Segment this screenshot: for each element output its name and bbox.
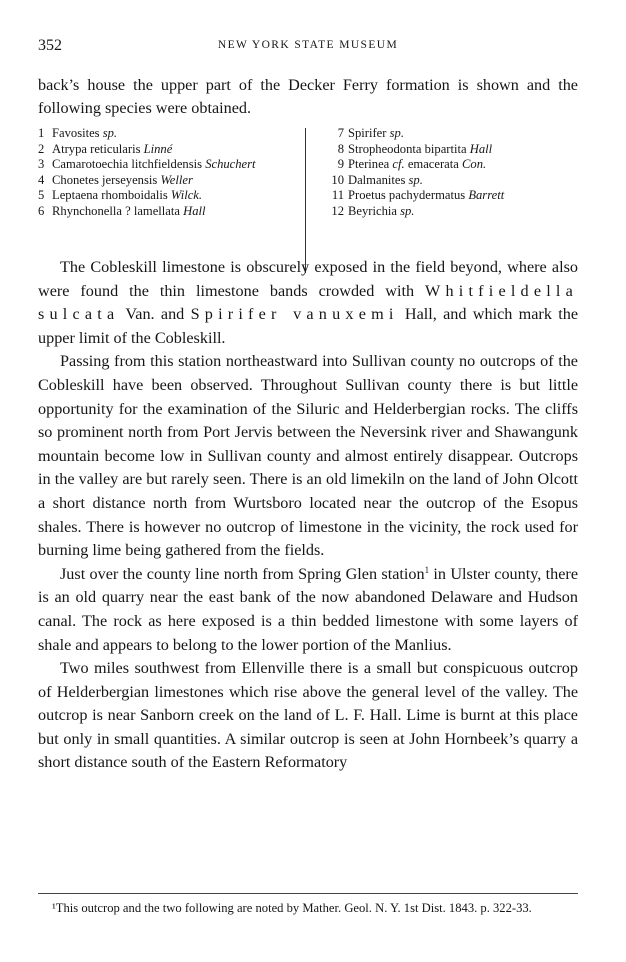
footnote-rule (38, 893, 578, 894)
paragraph-text: in Ulster county, there is an old quarry near the east bank of the now abandoned Delaware and Hudson canal. The rock as here exposed is a thin bedded limestone with some layers of shale and appears to belong to the lower portion of the Manlius. (38, 564, 578, 654)
species-item (38, 188, 300, 204)
species-number: 10 (331, 172, 344, 187)
species-number: 7 (337, 126, 344, 140)
paragraph-text: Hall, and which mark the upper limit of the Cobleskill. (38, 305, 578, 347)
species-author: Hall (469, 141, 493, 156)
paragraph-cobleskill (38, 256, 578, 350)
genus-emphasis: Whitfieldella sulcata (38, 281, 578, 324)
page-header (38, 37, 578, 57)
species-number: 4 (38, 172, 45, 187)
species-item (328, 204, 578, 220)
species-number: 6 (38, 203, 45, 218)
species-number: 11 (331, 188, 344, 203)
species-author: cf. (392, 157, 405, 172)
paragraph-spring-glen (38, 563, 578, 657)
species-number: 8 (337, 141, 344, 156)
species-name: Chonetes jerseyensis (52, 172, 161, 187)
species-item (328, 126, 578, 142)
body-text (38, 256, 578, 775)
species-name: Favosites (52, 126, 103, 140)
species-item (328, 157, 578, 173)
running-head: NEW YORK STATE MUSEUM (217, 39, 399, 51)
species-number: 3 (38, 157, 45, 172)
species-name: Leptaena rhomboidalis (52, 188, 171, 203)
species-author: sp. (400, 203, 415, 218)
species-name: Stropheodonta bipartita (348, 141, 470, 156)
paragraph-text: Van. and (119, 305, 191, 324)
species-name: Pterinea (348, 157, 393, 172)
paragraph-ellenville: Two miles southwest from Ellenville there is a small but conspicuous outcrop of Helderbergian limestones which rise above the general level of the valley. The outcrop is near Sanborn creek on the land of L. F. Hall. Lime is burnt at this place but only in small quantities. A similar outcrop is seen at John Hornbeek’s quarry a short distance south of the Eastern Reformatory (38, 659, 578, 772)
species-item (38, 157, 300, 173)
paragraph-sullivan: Passing from this station northeastward into Sullivan county no outcrops of the Cobleskill have been observed. Throughout Sullivan county there is but little opportunity for the examination of the Siluric and Helderbergian rocks. The cliffs so prominent north from Port Jervis between the Neversink river and Shawangunk mountain become low in Sullivan county and almost entirely disappear. Outcrops in the valley are but rarely seen. There is an old limekiln on the land of John Olcott a short distance north from Wurtsboro located near the outcrop of the Esopus shales. There is however no outcrop of limestone in the vicinity, the rock used for burning lime being gathered from the fields. (38, 352, 578, 560)
species-item (328, 173, 578, 189)
column-divider (305, 128, 306, 273)
species-number: 1 (38, 126, 45, 140)
species-item (38, 173, 300, 189)
species-author: Schuchert (205, 157, 256, 172)
footnote-reference: 1 (424, 564, 430, 575)
species-number: 9 (337, 157, 344, 172)
species-author: Hall (183, 203, 206, 218)
genus-emphasis: Spirifer vanuxemi (190, 305, 399, 324)
footnote-text: ¹This outcrop and the two following are noted by Mather. Geol. N. Y. 1st Dist. 1843. p. 322-33. (52, 901, 532, 915)
species-item (328, 188, 578, 204)
species-name: Beyrichia (348, 203, 401, 218)
species-author: sp. (389, 126, 404, 140)
species-item (38, 126, 300, 142)
species-name-tail: emacerata (404, 157, 462, 172)
species-name: Dalmanites (348, 172, 409, 187)
species-author: Con. (462, 157, 487, 172)
species-author: sp. (408, 172, 423, 187)
species-item (328, 142, 578, 158)
intro-paragraph: back’s house the upper part of the Decker Ferry formation is shown and the following species were obtained. (38, 76, 578, 117)
species-author: Linné (143, 141, 173, 156)
species-item (38, 142, 300, 158)
species-name: Spirifer (348, 126, 390, 140)
footnote (38, 899, 578, 918)
species-author: sp. (102, 126, 118, 140)
species-number: 2 (38, 141, 45, 156)
paragraph-text: Just over the county line north from Spring Glen station (60, 564, 425, 583)
species-number: 12 (331, 203, 344, 218)
species-name: Proetus pachydermatus (348, 188, 469, 203)
species-number: 5 (38, 188, 45, 203)
species-column-left (38, 126, 300, 220)
page-number: 352 (38, 37, 62, 54)
species-name: Rhynchonella ? lamellata (52, 203, 184, 218)
paragraph-text: The Cobleskill limestone is obscurely exposed in the field beyond, where also were found the thin limestone bands crowded with (38, 258, 578, 300)
species-author: Wilck. (170, 188, 203, 203)
species-item (38, 204, 300, 220)
species-column-right (328, 126, 578, 220)
species-name: Atrypa reticularis (52, 141, 144, 156)
species-list (38, 126, 578, 276)
species-author: Weller (160, 172, 193, 187)
species-name: Camarotoechia litchfieldensis (52, 157, 206, 172)
species-author: Barrett (468, 188, 505, 203)
